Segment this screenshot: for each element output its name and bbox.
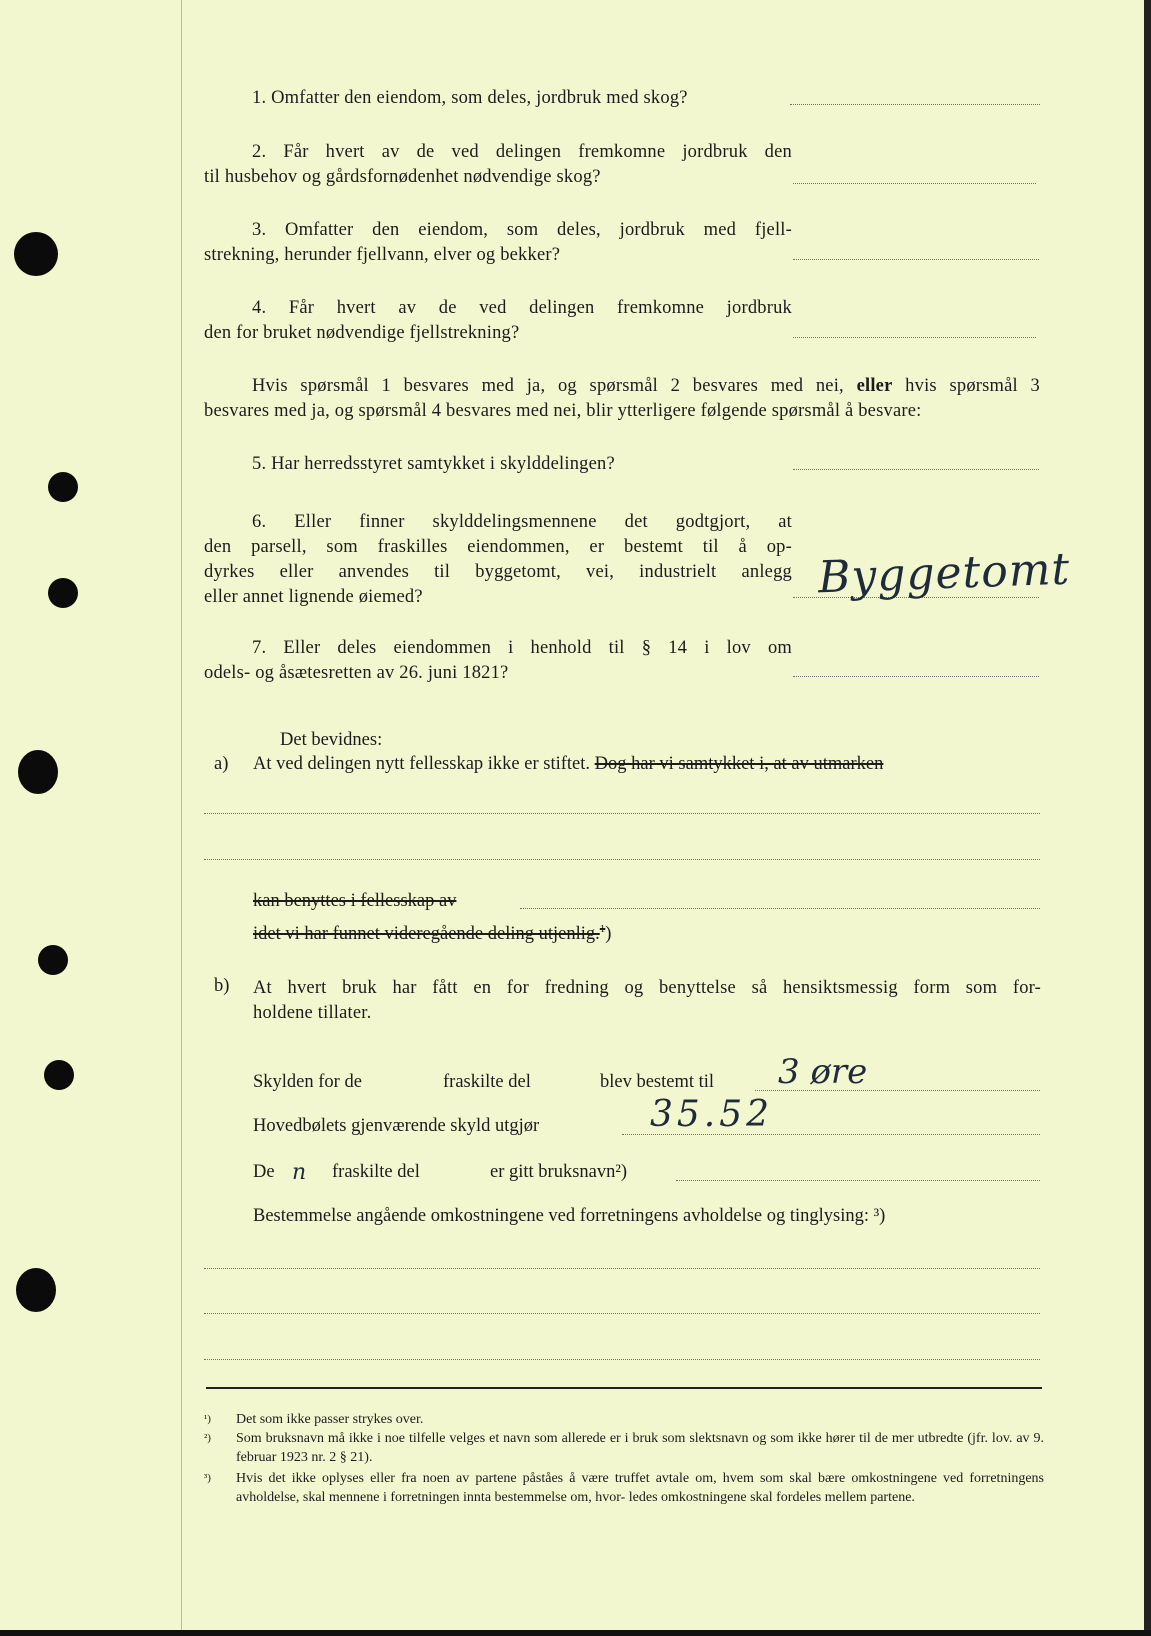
struck-line-2-text: idet vi har funnet videregående deling utjenlig. xyxy=(253,924,600,945)
bruksnavn-line[interactable] xyxy=(676,1180,1040,1181)
navn-label-1: De xyxy=(253,1162,275,1182)
question-text: Omfatter den eiendom, som deles, jordbruk med skog? xyxy=(271,88,688,108)
question-text: dyrkes eller anvendes til byggetomt, vei, industrielt anlegg xyxy=(204,562,792,582)
question-text: Har herredsstyret samtykket i skylddelingen? xyxy=(271,454,615,474)
item-a-text xyxy=(253,754,883,775)
condition-bold: eller xyxy=(856,376,893,396)
question-4 xyxy=(204,296,792,346)
hoved-value: 35.52 xyxy=(650,1094,774,1135)
question-text: til husbehov og gårdsfornødenhet nødvendige skog? xyxy=(204,167,601,187)
question-number: 1. xyxy=(252,88,267,108)
answer-line-1[interactable] xyxy=(790,104,1040,105)
footnote-ref: 1 xyxy=(599,923,606,935)
footnote-text: Hvis det ikke oplyses eller fra noen av partene påståes å være truffet avtale om, hvem som skal bære omkostningene ved forretningens avholdelse, skal mennene i forretningen innta bestemmelse om, hvor- ledes omkostningene skal fordeles mellem partene. xyxy=(236,1471,1044,1505)
question-text: Omfatter den eiendom, som deles, jordbruk med fjell- xyxy=(285,220,793,240)
item-a-struck-text: Dog har vi samtykket i, at av utmarken xyxy=(594,754,884,774)
item-b-text xyxy=(253,976,1041,1026)
question-text: strekning, herunder fjellvann, elver og bekker? xyxy=(204,245,561,265)
punch-hole xyxy=(38,945,68,975)
footnote-2 xyxy=(204,1429,1044,1467)
question-number: 2. xyxy=(252,142,267,162)
blank-line[interactable] xyxy=(204,813,1040,814)
punch-hole xyxy=(48,472,78,502)
footnote-mark: ²) xyxy=(204,1432,211,1444)
item-b-line: At hvert bruk har fått en for fredning og benyttelse så hensiktsmessig form som for- xyxy=(253,978,1041,998)
item-a-statement: At ved delingen nytt fellesskap ikke er stiftet. xyxy=(253,754,591,774)
condition-text: hvis spørsmål 3 xyxy=(905,376,1041,396)
struck-line-1: kan benyttes i fellesskap av xyxy=(253,891,457,911)
struck-line-2 xyxy=(253,923,611,945)
question-6 xyxy=(204,510,792,610)
punch-hole xyxy=(16,1268,56,1312)
footnote-3 xyxy=(204,1469,1044,1507)
skyld-value: 3 øre xyxy=(778,1052,868,1092)
question-text: Eller finner skylddelingsmennene det godtgjort, at xyxy=(294,512,792,532)
navn-label-2: fraskilte del xyxy=(332,1162,420,1182)
question-text: odels- og åsætesretten av 26. juni 1821? xyxy=(204,663,509,683)
scan-edge-bottom xyxy=(0,1630,1151,1636)
question-number: 6. xyxy=(252,512,267,532)
footnote-mark: ¹) xyxy=(204,1413,211,1425)
question-1 xyxy=(252,86,688,111)
blank-line[interactable] xyxy=(204,859,1040,860)
punch-hole xyxy=(18,750,58,794)
question-text: Eller deles eiendommen i henhold til § 14 i lov om xyxy=(283,638,792,658)
footnote-separator xyxy=(206,1387,1042,1389)
struck-line-2-close: ) xyxy=(605,924,612,945)
skyld-label-1: Skylden for de xyxy=(253,1072,362,1092)
punch-hole xyxy=(48,578,78,608)
struck-blank-line[interactable] xyxy=(520,908,1040,909)
blank-line[interactable] xyxy=(204,1313,1040,1314)
question-text: eller annet lignende øiemed? xyxy=(204,587,423,607)
answer-line-2[interactable] xyxy=(793,183,1036,184)
answer-line-4[interactable] xyxy=(793,337,1036,338)
punch-hole xyxy=(14,232,58,276)
question-number: 4. xyxy=(252,298,267,318)
skyld-label-2: fraskilte del xyxy=(443,1072,531,1092)
footnote-text: Som bruksnavn må ikke i noe tilfelle velges et navn som allerede er i bruk som slektsnavn og som ikke hører til de mer utbredte (jfr. lov. av 9. februar 1923 nr. 2 § 21). xyxy=(236,1431,1044,1465)
skyld-label-3: blev bestemt til xyxy=(600,1072,715,1092)
navn-insert: n xyxy=(292,1160,307,1185)
handwritten-answer-6: Byggetomt xyxy=(817,543,1071,604)
question-text: den for bruket nødvendige fjellstrekning? xyxy=(204,323,520,343)
question-7 xyxy=(204,636,792,686)
condition-paragraph xyxy=(204,374,1040,424)
condition-text: Hvis spørsmål 1 besvares med ja, og spørsmål 2 besvares med nei, xyxy=(252,376,844,396)
punch-hole xyxy=(44,1060,74,1090)
blank-line[interactable] xyxy=(204,1268,1040,1269)
item-b-marker: b) xyxy=(214,976,230,996)
item-b-line: holdene tillater. xyxy=(253,1003,372,1023)
question-text: den parsell, som fraskilles eiendommen, er bestemt til å op- xyxy=(204,537,792,557)
question-3 xyxy=(204,218,792,268)
certification-heading: Det bevidnes: xyxy=(280,730,383,750)
question-text: Får hvert av de ved delingen fremkomne jordbruk xyxy=(288,298,792,318)
question-number: 7. xyxy=(252,638,267,658)
answer-line-5[interactable] xyxy=(793,469,1039,470)
kost-label: Bestemmelse angående omkostningene ved forretningens avholdelse og tinglysing: ³) xyxy=(253,1206,886,1226)
footnote-1 xyxy=(204,1410,1044,1429)
scan-edge-right xyxy=(1144,0,1151,1636)
question-text: Får hvert av de ved delingen fremkomne jordbruk den xyxy=(283,142,792,162)
footnote-text: Det som ikke passer strykes over. xyxy=(236,1412,424,1427)
question-number: 3. xyxy=(252,220,267,240)
question-5 xyxy=(252,452,615,477)
blank-line[interactable] xyxy=(204,1359,1040,1360)
navn-label-3: er gitt bruksnavn²) xyxy=(490,1162,628,1182)
item-a-marker: a) xyxy=(214,754,229,774)
condition-text: besvares med ja, og spørsmål 4 besvares med nei, blir ytterligere følgende spørsmål å besvare: xyxy=(204,401,922,421)
margin-rule xyxy=(181,0,182,1630)
footnote-mark: ³) xyxy=(204,1472,211,1484)
question-number: 5. xyxy=(252,454,267,474)
question-2 xyxy=(204,140,792,190)
answer-line-3[interactable] xyxy=(793,259,1039,260)
answer-line-7[interactable] xyxy=(793,676,1039,677)
hoved-label: Hovedbølets gjenværende skyld utgjør xyxy=(253,1116,540,1136)
